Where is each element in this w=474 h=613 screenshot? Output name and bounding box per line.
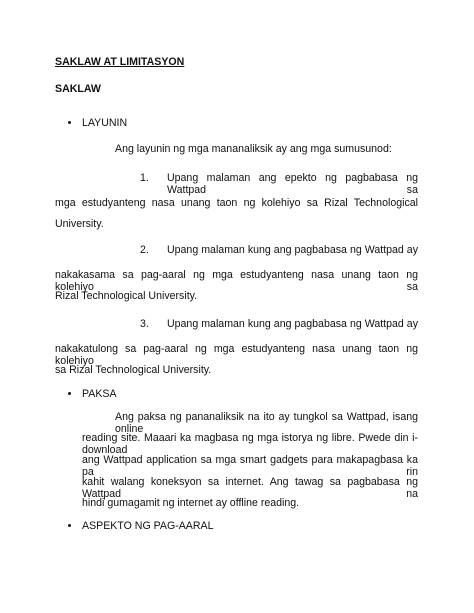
paksa-line: reading site. Maaari ka magbasa ng mga istorya ng libre. Pwede din i-download	[82, 432, 418, 456]
paksa-line: ang Wattpad application sa mga smart gadgets para makapagbasa ka pa rin	[82, 454, 418, 478]
section-title-paksa: PAKSA	[82, 388, 117, 400]
bullet-icon	[68, 392, 71, 395]
bullet-icon	[68, 121, 71, 124]
item-number: 1.	[140, 172, 149, 184]
layunin-intro: Ang layunin ng mga mananaliksik ay ang mga sumusunod:	[115, 143, 392, 155]
section-heading-saklaw: SAKLAW	[55, 83, 101, 95]
paksa-line: Ang paksa ng pananaliksik na ito ay tungkol sa Wattpad, isang online	[115, 411, 418, 435]
item-line: nakakasama sa pag-aaral ng mga estudyanteng nasa unang taon ng kolehiyo sa	[55, 269, 418, 293]
item-line: mga estudyanteng nasa unang taon ng kolehiyo sa Rizal Technological	[55, 197, 418, 209]
section-title-aspekto: ASPEKTO NG PAG-AARAL	[82, 520, 214, 532]
item-line: Upang malaman ang epekto ng pagbabasa ng Wattpad sa	[167, 172, 418, 196]
section-title-layunin: LAYUNIN	[82, 117, 128, 129]
document-title: SAKLAW AT LIMITASYON	[55, 56, 185, 68]
bullet-icon	[68, 524, 71, 527]
item-line: sa Rizal Technological University.	[55, 364, 212, 376]
paksa-line: hindi gumagamit ng internet ay offline reading.	[82, 497, 300, 509]
item-number: 2.	[140, 244, 149, 256]
item-line: Upang malaman kung ang pagbabasa ng Wattpad ay	[167, 318, 418, 330]
paksa-line: kahit walang koneksyon sa internet. Ang tawag sa pagbabasa ng Wattpad na	[82, 476, 418, 500]
item-line: Upang malaman kung ang pagbabasa ng Wattpad ay	[167, 244, 418, 256]
item-line: Rizal Technological University.	[55, 290, 198, 302]
item-line: University.	[55, 218, 104, 230]
item-line: nakakatulong sa pag-aaral ng mga estudyanteng nasa unang taon ng kolehiyo	[55, 343, 418, 367]
item-number: 3.	[140, 318, 149, 330]
